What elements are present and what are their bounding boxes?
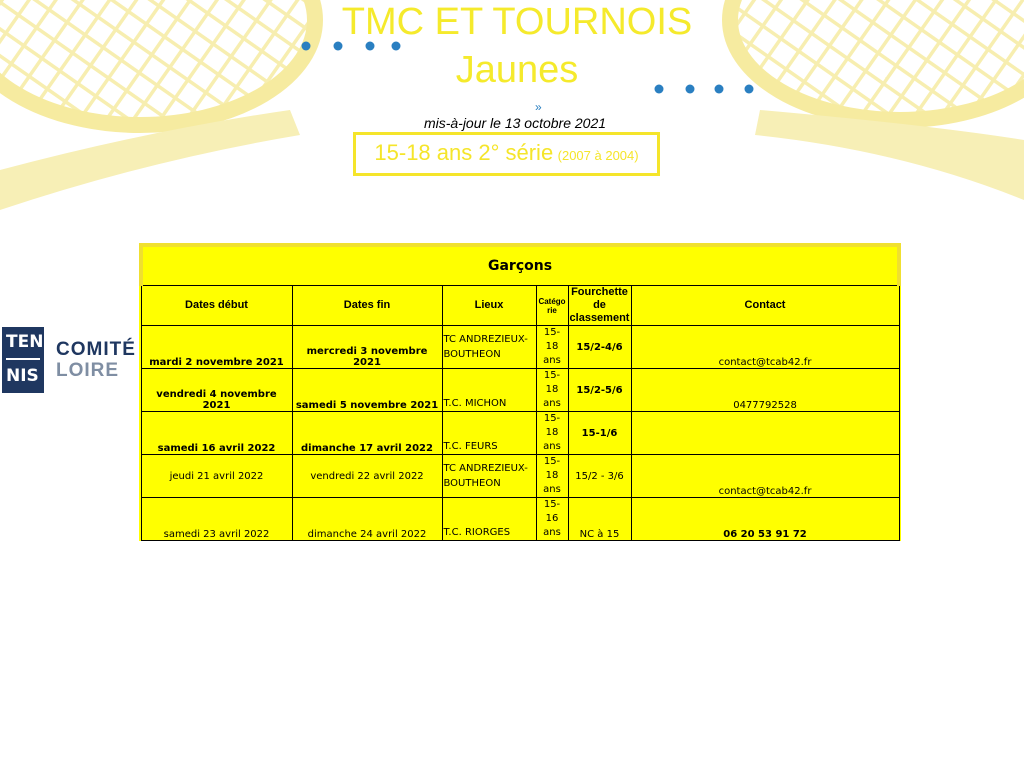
cell-categorie: 15-18 ans (536, 412, 568, 455)
table-row (141, 498, 899, 541)
header-categorie: Catégo rie (536, 286, 568, 326)
arrow-glyph: » (535, 100, 542, 114)
logo-text-comite: COMITÉ (56, 339, 136, 360)
cell-classement: 15/2-4/6 (568, 326, 631, 369)
cell-lieu: T.C. MICHON (442, 369, 536, 412)
cell-categorie: 15-18 ans (536, 326, 568, 369)
section-title: Garçons (141, 245, 899, 286)
header-fourchette: Fourchette de classement (569, 286, 630, 324)
header-dates-debut: Dates début (141, 286, 292, 326)
cell-debut: samedi 16 avril 2022 (141, 412, 292, 455)
logo-box-line2: NIS (6, 366, 39, 386)
cell-debut: mardi 2 novembre 2021 (141, 326, 292, 369)
cell-lieu: T.C. RIORGES (442, 498, 536, 541)
tournament-table (139, 243, 901, 541)
cell-contact (631, 412, 899, 455)
table-row (141, 455, 899, 498)
cell-fin: dimanche 17 avril 2022 (292, 412, 442, 455)
tennis-logo-icon (2, 327, 44, 393)
cell-classement: 15/2 - 3/6 (568, 455, 631, 498)
category-years: (2007 à 2004) (557, 148, 639, 163)
cell-contact: 06 20 53 91 72 (631, 498, 899, 541)
cell-debut: jeudi 21 avril 2022 (141, 455, 292, 498)
header-dates-fin: Dates fin (292, 286, 442, 326)
cell-fin: vendredi 22 avril 2022 (292, 455, 442, 498)
cell-contact: 0477792528 (631, 369, 899, 412)
cell-classement: NC à 15 (568, 498, 631, 541)
update-date: mis-à-jour le 13 octobre 2021 (423, 115, 607, 131)
cell-categorie: 15-18 ans (536, 369, 568, 412)
table-header-row (141, 286, 899, 326)
cell-categorie: 15-16 ans (536, 498, 568, 541)
cell-lieu: TC ANDREZIEUX-BOUTHEON (442, 326, 536, 369)
cell-classement: 15-1/6 (568, 412, 631, 455)
cell-lieu: TC ANDREZIEUX-BOUTHEON (442, 455, 536, 498)
page-subtitle: Jaunes (455, 49, 579, 91)
cell-categorie: 15-18 ans (536, 455, 568, 498)
cell-fin: mercredi 3 novembre 2021 (292, 326, 442, 369)
cell-debut: samedi 23 avril 2022 (141, 498, 292, 541)
logo-box-line1: TEN (6, 332, 44, 352)
header-contact: Contact (631, 286, 899, 326)
table-row (141, 412, 899, 455)
cell-contact: contact@tcab42.fr (631, 326, 899, 369)
category-box (353, 132, 660, 176)
table-row (141, 369, 899, 412)
cell-lieu: T.C. FEURS (442, 412, 536, 455)
header-lieux: Lieux (442, 286, 536, 326)
cell-fin: dimanche 24 avril 2022 (292, 498, 442, 541)
cell-debut: vendredi 4 novembre 2021 (141, 369, 292, 412)
cell-contact: contact@tcab42.fr (631, 455, 899, 498)
table-row (141, 326, 899, 369)
cell-classement: 15/2-5/6 (568, 369, 631, 412)
cell-fin: samedi 5 novembre 2021 (292, 369, 442, 412)
page-title: TMC ET TOURNOIS (341, 1, 693, 43)
logo-text-loire: LOIRE (56, 360, 120, 381)
category-label: 15-18 ans 2° série (374, 140, 554, 165)
